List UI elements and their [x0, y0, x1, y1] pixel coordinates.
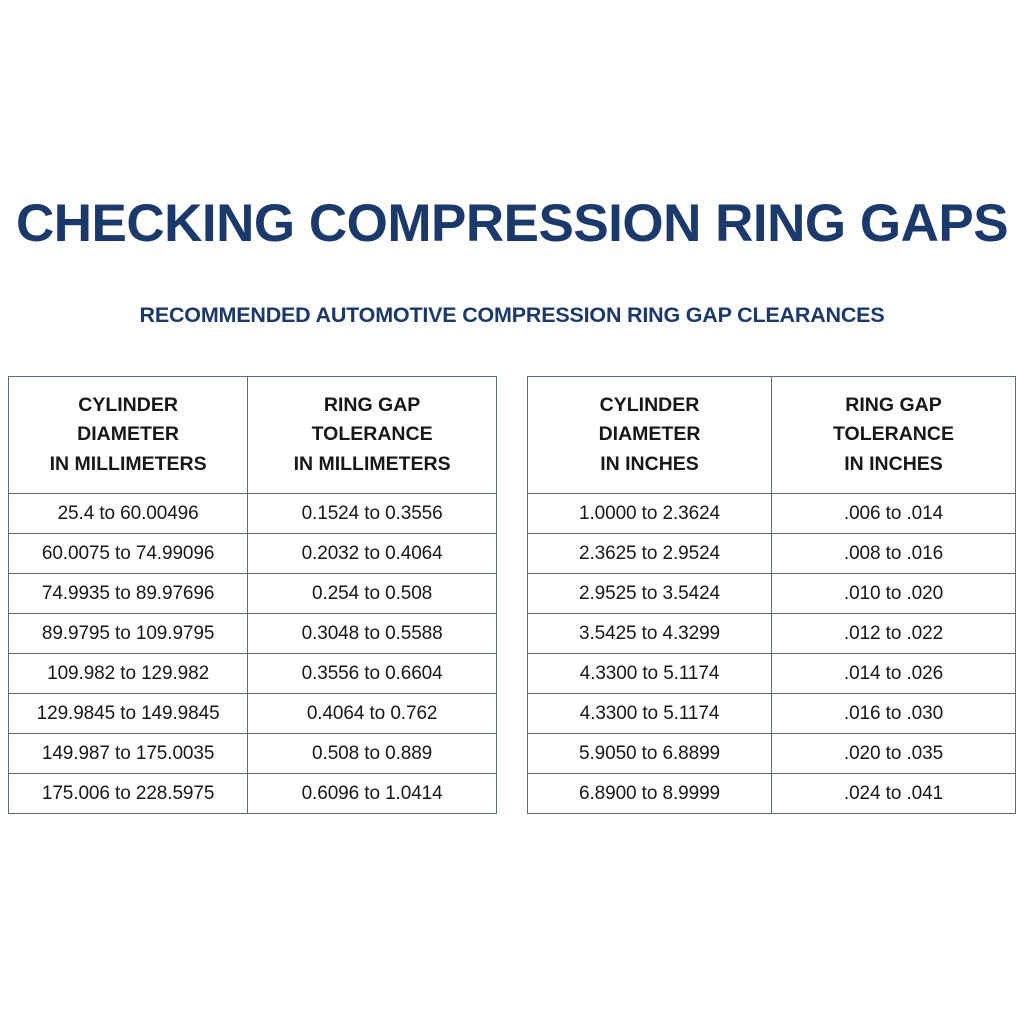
cell-diameter: 60.0075 to 74.99096	[9, 534, 248, 574]
table-header	[528, 377, 1016, 494]
cell-diameter: 1.0000 to 2.3624	[528, 494, 772, 534]
cell-diameter: 5.9050 to 6.8899	[528, 734, 772, 774]
table-row	[9, 614, 497, 654]
header-row	[9, 377, 497, 494]
table-row	[528, 734, 1016, 774]
header-line: CYLINDER	[78, 393, 178, 416]
column-header-ring-gap-tolerance-mm	[248, 377, 497, 494]
cell-tolerance: .006 to .014	[772, 494, 1016, 534]
cell-tolerance: 0.508 to 0.889	[248, 734, 497, 774]
cell-tolerance: 0.3556 to 0.6604	[248, 654, 497, 694]
cell-tolerance: .016 to .030	[772, 694, 1016, 734]
cell-tolerance: .014 to .026	[772, 654, 1016, 694]
cell-tolerance: 0.6096 to 1.0414	[248, 774, 497, 814]
table-row	[528, 534, 1016, 574]
table-row	[9, 654, 497, 694]
column-header-ring-gap-tolerance-in	[772, 377, 1016, 494]
cell-diameter: 175.006 to 228.5975	[9, 774, 248, 814]
cell-diameter: 149.987 to 175.0035	[9, 734, 248, 774]
tables-container	[8, 376, 1016, 814]
table-row	[528, 694, 1016, 734]
table-row	[9, 574, 497, 614]
table-row	[9, 494, 497, 534]
column-header-cylinder-diameter-in	[528, 377, 772, 494]
cell-tolerance: .008 to .016	[772, 534, 1016, 574]
table-row	[528, 614, 1016, 654]
header-line: DIAMETER	[598, 423, 701, 446]
table-body	[9, 494, 497, 814]
table-row	[528, 654, 1016, 694]
cell-tolerance: 0.3048 to 0.5588	[248, 614, 497, 654]
imperial-ring-gap-table	[527, 376, 1016, 814]
table-row	[528, 574, 1016, 614]
header-line: DIAMETER	[77, 423, 180, 446]
header-line: IN MILLIMETERS	[49, 452, 207, 475]
column-header-cylinder-diameter-mm	[9, 377, 248, 494]
table-row	[9, 734, 497, 774]
table-row	[9, 774, 497, 814]
cell-tolerance: .012 to .022	[772, 614, 1016, 654]
page-title: CHECKING COMPRESSION RING GAPS	[15, 194, 1009, 253]
header-line: RING GAP	[323, 393, 421, 416]
header-line: IN MILLIMETERS	[293, 452, 451, 475]
cell-tolerance: .020 to .035	[772, 734, 1016, 774]
cell-tolerance: 0.2032 to 0.4064	[248, 534, 497, 574]
cell-diameter: 2.3625 to 2.9524	[528, 534, 772, 574]
table-body	[528, 494, 1016, 814]
header-line: IN INCHES	[600, 452, 699, 475]
table-row	[528, 494, 1016, 534]
cell-tolerance: 0.1524 to 0.3556	[248, 494, 497, 534]
table-row	[9, 534, 497, 574]
cell-diameter: 4.3300 to 5.1174	[528, 654, 772, 694]
cell-diameter: 25.4 to 60.00496	[9, 494, 248, 534]
header-line: IN INCHES	[844, 452, 943, 475]
cell-diameter: 4.3300 to 5.1174	[528, 694, 772, 734]
cell-diameter: 3.5425 to 4.3299	[528, 614, 772, 654]
cell-diameter: 6.8900 to 8.9999	[528, 774, 772, 814]
table-row	[9, 694, 497, 734]
cell-tolerance: .010 to .020	[772, 574, 1016, 614]
table-row	[528, 774, 1016, 814]
header-line: RING GAP	[845, 393, 942, 416]
table-header	[9, 377, 497, 494]
page-subtitle: RECOMMENDED AUTOMOTIVE COMPRESSION RING GAP CLEARANCES	[139, 303, 885, 327]
header-line: CYLINDER	[599, 393, 700, 416]
header-line: TOLERANCE	[311, 423, 433, 446]
header-row	[528, 377, 1016, 494]
cell-tolerance: 0.254 to 0.508	[248, 574, 497, 614]
cell-diameter: 74.9935 to 89.97696	[9, 574, 248, 614]
cell-diameter: 129.9845 to 149.9845	[9, 694, 248, 734]
cell-diameter: 2.9525 to 3.5424	[528, 574, 772, 614]
metric-ring-gap-table	[8, 376, 497, 814]
cell-diameter: 89.9795 to 109.9795	[9, 614, 248, 654]
header-line: TOLERANCE	[833, 423, 954, 446]
cell-tolerance: 0.4064 to 0.762	[248, 694, 497, 734]
cell-tolerance: .024 to .041	[772, 774, 1016, 814]
cell-diameter: 109.982 to 129.982	[9, 654, 248, 694]
